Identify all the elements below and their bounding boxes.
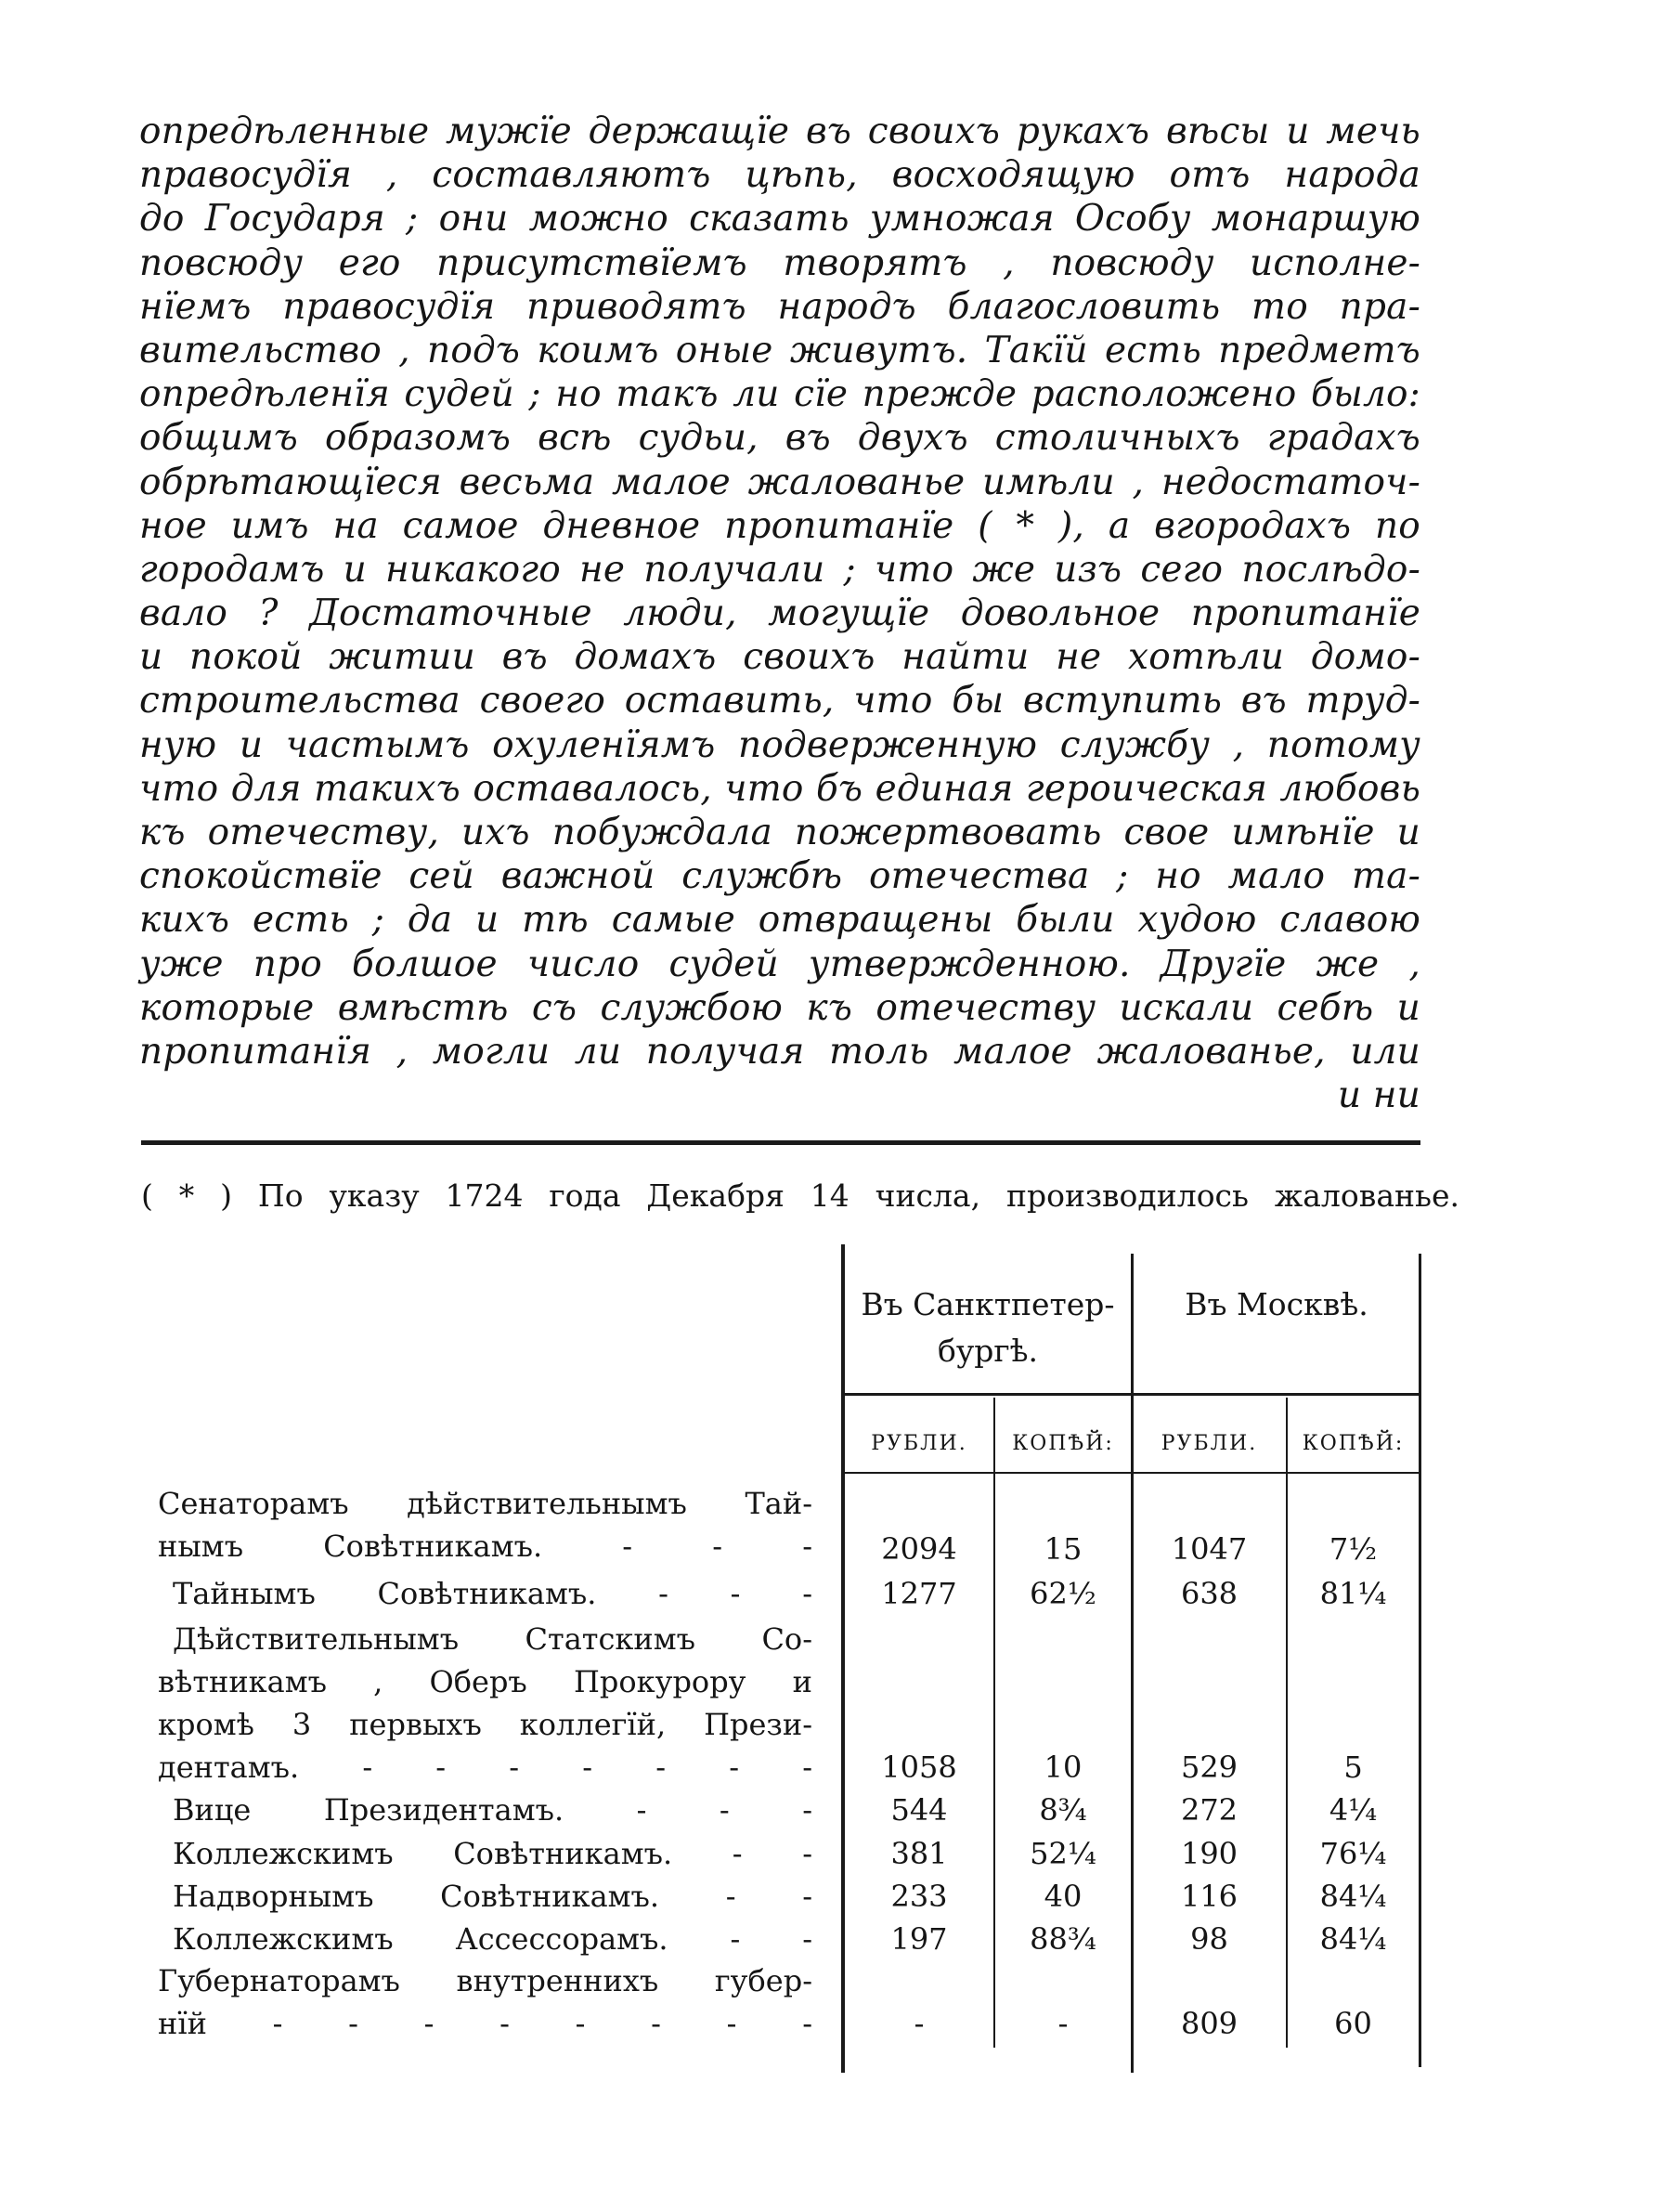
cell-moscow-rubles: 638 (1180, 1576, 1239, 1611)
cell-moscow-rubles: 98 (1190, 1921, 1228, 1957)
table-row-label (158, 1918, 812, 1960)
column-header-spb-line: Въ Санктпетер- (861, 1286, 1115, 1322)
cell-spb-rubles: 2094 (881, 1531, 957, 1567)
row-label-line: нїй - - - - - - - - (158, 2006, 812, 2041)
body-line: общимъ образомъ всѣ судьи, въ двухъ столичныхъ градахъ (139, 417, 1420, 460)
row-label-line: вѣтникамъ , Оберъ Прокурору и (158, 1664, 812, 1699)
table-row-label (158, 1789, 812, 1831)
cell-spb-rubles: 544 (890, 1792, 948, 1828)
row-label-line: Коллежскимъ Совѣтникамъ. - - (173, 1836, 812, 1871)
table-row-label (158, 1618, 812, 1789)
body-line: вало ? Достаточные люди, могущїе довольное пропитанїе (139, 592, 1420, 635)
table-row-label (158, 1959, 812, 2045)
cell-moscow-kopecks: 81¼ (1319, 1576, 1387, 1611)
row-label-line: Надворнымъ Совѣтникамъ. - - (173, 1879, 812, 1914)
cell-moscow-kopecks: 60 (1334, 2006, 1372, 2041)
cell-moscow-rubles: 116 (1180, 1879, 1239, 1914)
column-header-moscow-line: Въ Москвѣ. (1185, 1286, 1368, 1322)
row-label-line: Коллежскимъ Ассессорамъ. - - (173, 1921, 812, 1957)
cell-spb-kopecks: 8¾ (1039, 1792, 1087, 1828)
catchword: и ни (1337, 1074, 1420, 1117)
footnote-rule (141, 1140, 1420, 1145)
body-line: строительства своего оставить, что бы вступить въ труд- (139, 680, 1420, 722)
unit-header-moscow-rubles: РУБЛИ. (1161, 1432, 1258, 1455)
cell-spb-rubles: 1058 (881, 1750, 957, 1785)
cell-spb-rubles: 197 (890, 1921, 948, 1957)
unit-header-spb-kopecks: КОПѢЙ: (1012, 1432, 1114, 1455)
table-rule-header (841, 1393, 1421, 1396)
row-label-line: Дѣйствительнымъ Статскимъ Со- (173, 1621, 812, 1657)
body-line: городамъ и никакого не получали ; что же изъ сего послѣдо- (139, 548, 1420, 591)
cell-moscow-rubles: 529 (1180, 1750, 1239, 1785)
cell-moscow-rubles: 809 (1180, 2006, 1239, 2041)
cell-moscow-kopecks: 4¼ (1329, 1792, 1378, 1828)
cell-spb-rubles: - (914, 2006, 925, 2041)
row-label-line: Губернаторамъ внутреннихъ губер- (158, 1963, 812, 1998)
cell-spb-kopecks: 40 (1044, 1879, 1083, 1914)
cell-moscow-kopecks: 84¼ (1319, 1921, 1387, 1957)
cell-moscow-kopecks: 5 (1343, 1750, 1363, 1785)
body-line: вительство , подъ коимъ оные живутъ. Такїй есть предметъ (139, 329, 1420, 371)
cell-spb-kopecks: 15 (1044, 1531, 1083, 1567)
column-header-spb (847, 1282, 1129, 1374)
body-line: обрѣтающїеся весьма малое жалованье имѣли , недостаточ- (139, 461, 1420, 503)
cell-moscow-rubles: 1047 (1171, 1531, 1248, 1567)
row-label-line: Сенаторамъ дѣйствительнымъ Тай- (158, 1486, 812, 1521)
body-line: кихъ есть ; да и тѣ самые отвращены были худою славою (139, 899, 1420, 942)
body-line: къ отечеству, ихъ побуждала пожертвовать свое имѣнїе и (139, 812, 1420, 853)
cell-moscow-rubles: 272 (1180, 1792, 1239, 1828)
body-line: которые вмѣстѣ съ службою къ отечеству искали себѣ и (139, 986, 1420, 1029)
unit-header-moscow-kopecks: КОПѢЙ: (1302, 1432, 1405, 1455)
column-header-spb-line: бургѣ. (937, 1333, 1039, 1369)
body-line: пропитанїя , могли ли получая толь малое жалованье, или (139, 1030, 1420, 1073)
cell-moscow-kopecks: 84¼ (1319, 1879, 1387, 1914)
cell-spb-rubles: 233 (890, 1879, 948, 1914)
body-line: ное имъ на самое дневное пропитанїе ( * ), а вгородахъ по (139, 504, 1420, 547)
table-row-label (158, 1875, 812, 1918)
body-line: опредѣленїя судей ; но такъ ли сїе прежде расположено было: (139, 373, 1420, 416)
row-label-line: нымъ Совѣтникамъ. - - - (158, 1529, 812, 1564)
body-line: правосудїя , составляютъ цѣпь, восходящую отъ народа (139, 154, 1420, 197)
body-line: что для такихъ оставалось, что бъ единая героическая любовь (139, 767, 1420, 810)
table-rule-units (841, 1472, 1421, 1474)
body-line: уже про болшое число судей утвержденною. Другїе же , (139, 943, 1420, 985)
cell-spb-kopecks: 52¼ (1030, 1836, 1096, 1871)
unit-header-spb-rubles: РУБЛИ. (871, 1432, 967, 1455)
cell-spb-kopecks: - (1057, 2006, 1069, 2041)
cell-moscow-rubles: 190 (1180, 1836, 1239, 1871)
footnote: ( * ) По указу 1724 года Декабря 14 числа, производилось жалованье. (141, 1178, 1459, 1214)
row-label-line: кромѣ 3 первыхъ коллегїй, Прези- (158, 1707, 812, 1742)
body-line: повсюду его присутствїемъ творятъ , повсюду исполне- (139, 241, 1420, 284)
cell-spb-kopecks: 88¾ (1030, 1921, 1096, 1957)
body-line: ную и частымъ охуленїямъ подверженную службу , потому (139, 723, 1420, 766)
body-text (139, 110, 1420, 1117)
row-label-line: Вице Президентамъ. - - - (173, 1792, 812, 1828)
cell-spb-kopecks: 10 (1044, 1750, 1083, 1785)
cell-moscow-kopecks: 76¼ (1319, 1836, 1387, 1871)
cell-spb-rubles: 1277 (881, 1576, 957, 1611)
body-line: до Государя ; они можно сказать умножая Особу монаршую (139, 198, 1420, 241)
row-label-line: дентамъ. - - - - - - - (158, 1750, 812, 1785)
table-row-label (158, 1482, 812, 1568)
body-line: спокойствїе сей важной службѣ отечества ; но мало та- (139, 855, 1420, 898)
cell-spb-rubles: 381 (890, 1836, 948, 1871)
cell-moscow-kopecks: 7½ (1329, 1531, 1378, 1567)
cell-spb-kopecks: 62½ (1030, 1576, 1096, 1611)
column-header-moscow (1135, 1282, 1419, 1328)
body-line: и покой житии въ домахъ своихъ найти не хотѣли домо- (139, 636, 1420, 679)
body-line: нїемъ правосудїя приводятъ народъ благословить то пра- (139, 285, 1420, 328)
table-row-label (158, 1832, 812, 1875)
row-label-line: Тайнымъ Совѣтникамъ. - - - (173, 1576, 812, 1611)
body-line: опредѣленные мужїе держащїе въ своихъ рукахъ вѣсы и мечь (139, 111, 1420, 152)
table-row-label (158, 1572, 812, 1615)
